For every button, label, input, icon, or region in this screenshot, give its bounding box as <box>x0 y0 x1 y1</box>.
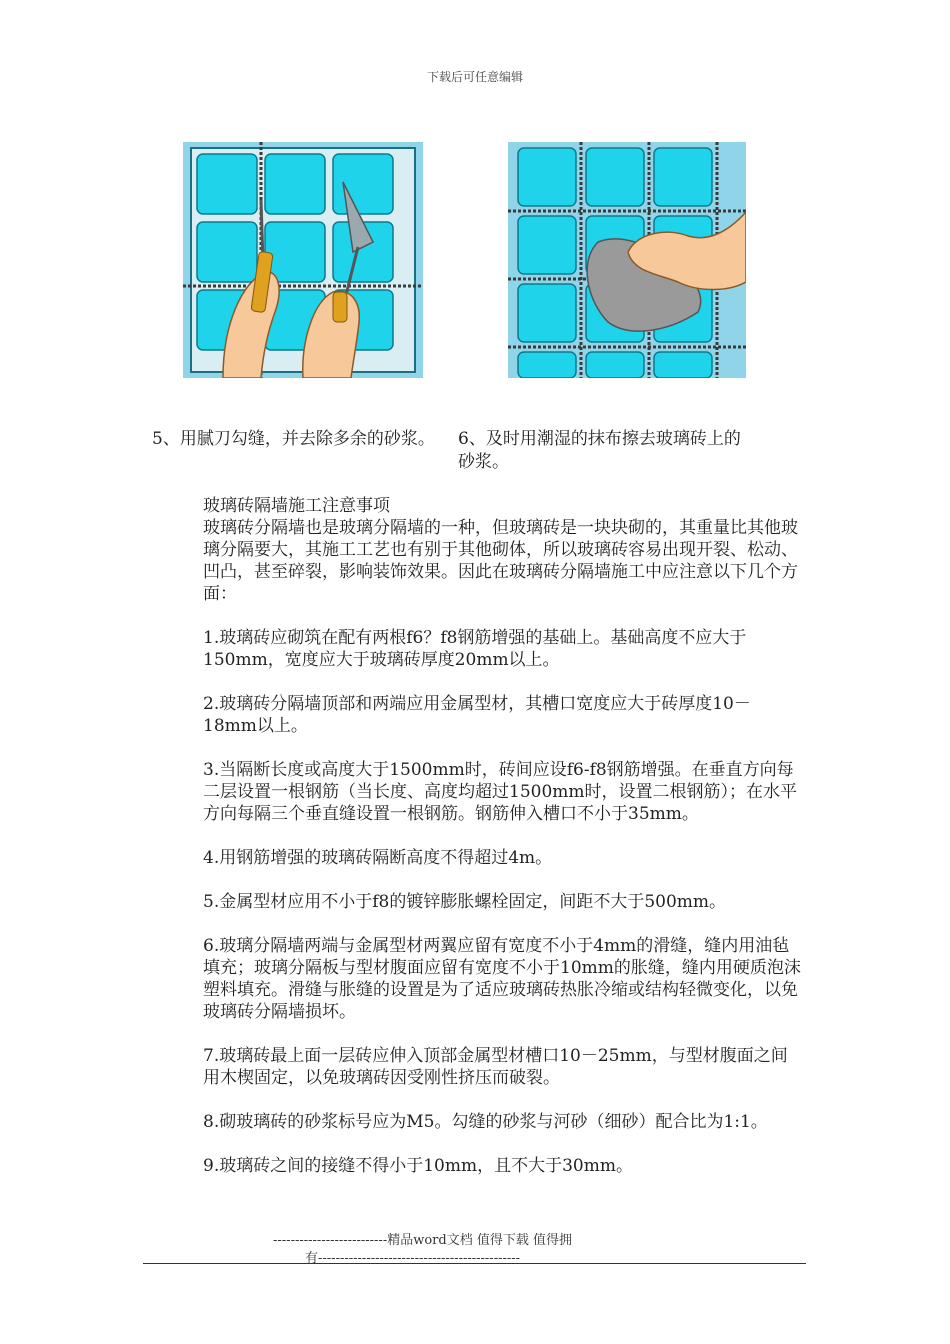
note-item-6: 6.玻璃分隔墙两端与金属型材两翼应留有宽度不小于4mm的滑缝，缝内用油毡填充；玻璃分隔板与型材腹面应留有宽度不小于10mm的胀缝，缝内用硬质泡沫塑料填充。滑缝与胀缝的设置是为了适应玻璃砖热胀冷缩或结构轻微变化，以免玻璃砖分隔墙损坏。 <box>203 936 801 1022</box>
section-intro: 玻璃砖分隔墙也是玻璃分隔墙的一种，但玻璃砖是一块块砌的，其重量比其他玻璃分隔要大，其施工工艺也有别于其他砌体，所以玻璃砖容易出现开裂、松动、凹凸，甚至碎裂，影响装饰效果。因此在玻璃砖分隔墙施工中应注意以下几个方面： <box>203 518 798 604</box>
note-item-3: 3.当隔断长度或高度大于1500mm时，砖间应设f6-f8钢筋增强。在垂直方向每二层设置一根钢筋（当长度、高度均超过1500mm时，设置二根钢筋）；在水平方向每隔三个垂直缝设置一根钢筋。钢筋伸入槽口不小于35mm。 <box>203 760 798 824</box>
note-item-8: 8.砌玻璃砖的砂浆标号应为M5。勾缝的砂浆与河砂（细砂）配合比为1:1。 <box>203 1112 768 1132</box>
note-item-1: 1.玻璃砖应砌筑在配有两根f6？f8钢筋增强的基础上。基础高度不应大于150mm，宽度应大于玻璃砖厚度20mm以上。 <box>203 628 747 670</box>
note-item-9: 9.玻璃砖之间的接缝不得小于10mm，且不大于30mm。 <box>203 1156 633 1176</box>
caption-step-5: 5、用腻刀勾缝，并去除多余的砂浆。 <box>152 429 435 449</box>
footer-line-2: 有---------------------------------------------- <box>305 1251 521 1266</box>
trowel-hands-illustration <box>183 142 423 378</box>
page-header: 下载后可任意编辑 <box>426 70 523 84</box>
footer-line-1: --------------------------精品word文档 值得下载 值得拥 <box>273 1233 572 1248</box>
caption-step-6: 6、及时用潮湿的抹布擦去玻璃砖上的砂浆。 <box>458 429 741 472</box>
note-item-5: 5.金属型材应用不小于f8的镀锌膨胀螺栓固定，间距不大于500mm。 <box>203 892 727 912</box>
note-item-2: 2.玻璃砖分隔墙顶部和两端应用金属型材，其槽口宽度应大于砖厚度10－18mm以上。 <box>203 694 751 736</box>
footer-rule <box>143 1263 806 1264</box>
section-title: 玻璃砖隔墙施工注意事项 <box>203 496 390 516</box>
cloth-wipe-illustration <box>508 142 746 378</box>
notes-section <box>203 495 803 1177</box>
note-item-7: 7.玻璃砖最上面一层砖应伸入顶部金属型材槽口10－25mm，与型材腹面之间用木楔固定，以免玻璃砖因受刚性挤压而破裂。 <box>203 1046 788 1088</box>
note-item-4: 4.用钢筋增强的玻璃砖隔断高度不得超过4m。 <box>203 848 553 868</box>
